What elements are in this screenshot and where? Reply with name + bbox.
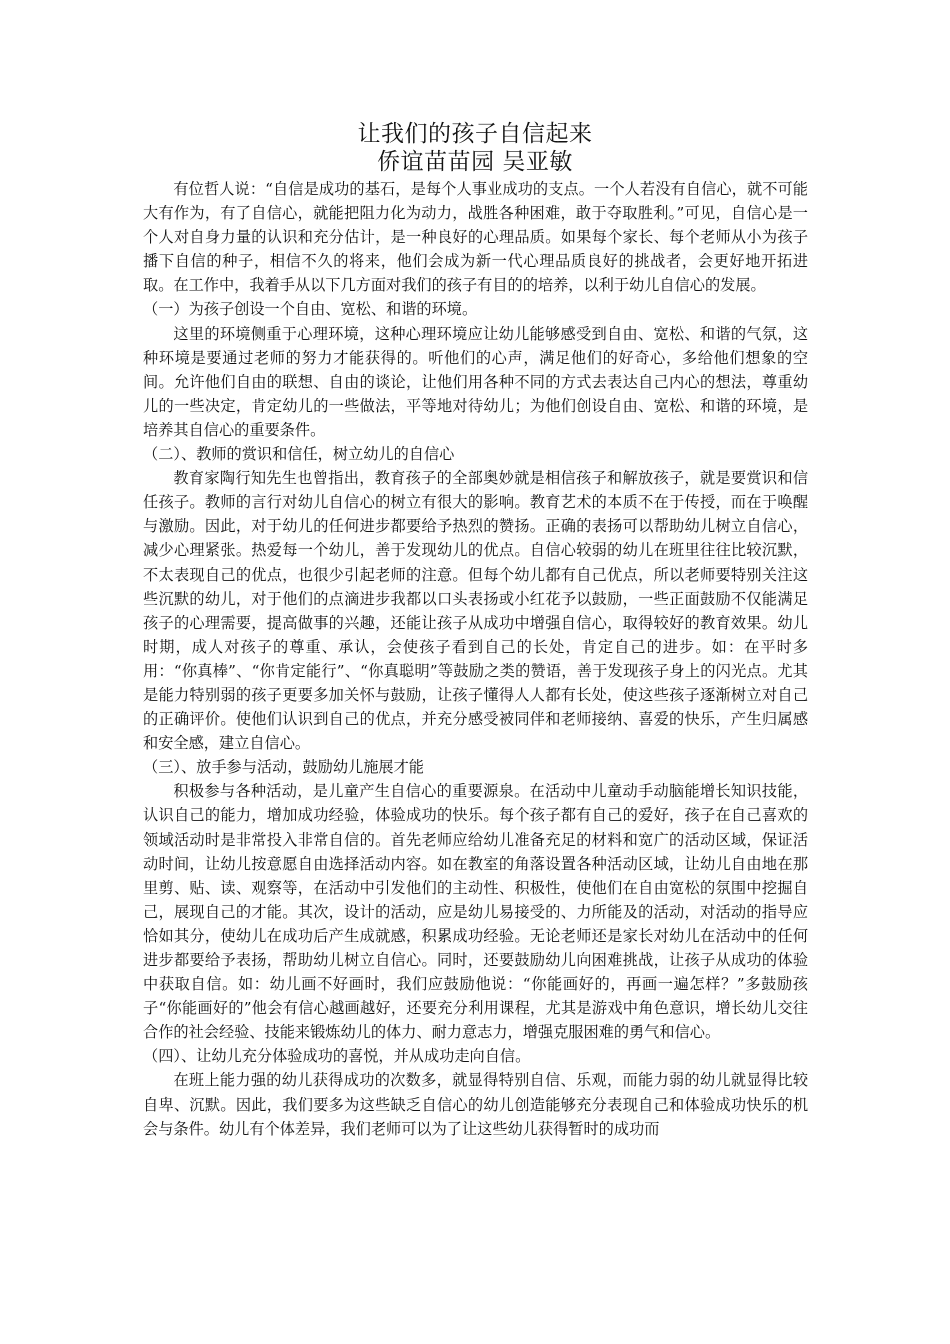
section-paragraph-1: 这里的环境侧重于心理环境，这种心理环境应让幼儿能够感受到自由、宽松、和谐的气氛，这种环境是要通过老师的努力才能获得的。听他们的心声，满足他们的好奇心，多给他们想象的空间。允许他们自由的联想、自由的谈论，让他们用各种不同的方式去表达自己内心的想法，尊重幼儿的一些决定，肯定幼儿的一些做法，平等地对待幼儿；为他们创设自由、宽松、和谐的环境，是培养其自信心的重要条件。 <box>143 324 808 439</box>
section-paragraph-2: 教育家陶行知先生也曾指出，教育孩子的全部奥妙就是相信孩子和解放孩子，就是要赏识和信任孩子。教师的言行对幼儿自信心的树立有很大的影响。教育艺术的本质不在于传授，而在于唤醒与激励。因此，对于幼儿的任何进步都要给予热烈的赞扬。正确的表扬可以帮助幼儿树立自信心，减少心理紧张。热爱每一个幼儿，善于发现幼儿的优点。自信心较弱的幼儿在班里往往比较沉默，不太表现自己的优点，也很少引起老师的注意。但每个幼儿都有自己优点，所以老师要特别关注这些沉默的幼儿，对于他们的点滴进步我都以口头表扬或小红花予以鼓励，一些正面鼓励不仅能满足孩子的心理需要，提高做事的兴趣，还能让孩子从成功中增强自信心，取得较好的教育效果。幼儿时期，成人对孩子的尊重、承认，会使孩子看到自己的长处，肯定自己的进步。如：在平时多用：“你真棒”、“你肯定能行”、“你真聪明”等鼓励之类的赞语，善于发现孩子身上的闪光点。尤其是能力特别弱的孩子更要多加关怀与鼓励，让孩子懂得人人都有长处，使这些孩子逐渐树立对自己的正确评价。使他们认识到自己的优点，并充分感受被同伴和老师接纳、喜爱的快乐，产生归属感和安全感，建立自信心。 <box>143 469 808 753</box>
document-body <box>143 177 808 1141</box>
section-heading-1: （一）为孩子创设一个自由、宽松、和谐的环境。 <box>143 300 478 319</box>
intro-paragraph: 有位哲人说：“自信是成功的基石，是每个人事业成功的支点。一个人若没有自信心，就不可能大有作为，有了自信心，就能把阻力化为动力，战胜各种困难，敢于夺取胜利。”可见，自信心是一个人对自身力量的认识和充分估计，是一种良好的心理品质。如果每个家长、每个老师从小为孩子播下自信的种子，相信不久的将来，他们会成为新一代心理品质良好的挑战者，会更好地开拓进取。在工作中，我着手从以下几方面对我们的孩子有目的的培养，以利于幼儿自信心的发展。 <box>143 180 808 295</box>
section-heading-3: （三）、放手参与活动，鼓励幼儿施展才能 <box>143 758 424 777</box>
section-heading-4: （四）、让幼儿充分体验成功的喜悦，并从成功走向自信。 <box>143 1047 531 1066</box>
section-paragraph-3: 积极参与各种活动，是儿童产生自信心的重要源泉。在活动中儿童动手动脑能增长知识技能，认识自己的能力，增加成功经验，体验成功的快乐。每个孩子都有自己的爱好，孩子在自己喜欢的领域活动时是非常投入非常自信的。首先老师应给幼儿准备充足的材料和宽广的活动区域，保证活动时间，让幼儿按意愿自由选择活动内容。如在教室的角落设置各种活动区域，让幼儿自由地在那里剪、贴、读、观察等，在活动中引发他们的主动性、积极性，使他们在自由宽松的氛围中挖掘自己，展现自己的才能。其次，设计的活动，应是幼儿易接受的、力所能及的活动，对活动的指导应恰如其分，使幼儿在成功后产生成就感，积累成功经验。无论老师还是家长对幼儿在活动中的任何进步都要给予表扬，帮助幼儿树立自信心。同时，还要鼓励幼儿向困难挑战，让孩子从成功的体验中获取自信。如：幼儿画不好画时，我们应鼓励他说：“你能画好的，再画一遍怎样？”多鼓励孩子“你能画好的”他会有信心越画越好，还要充分利用课程，尤其是游戏中角色意识，增长幼儿交往合作的社会经验、技能来锻炼幼儿的体力、耐力意志力，增强克服困难的勇气和信心。 <box>143 782 808 1042</box>
author-line: 侨谊苗苗园 吴亚敏 <box>377 149 573 175</box>
section-paragraph-4: 在班上能力强的幼儿获得成功的次数多，就显得特别自信、乐观，而能力弱的幼儿就显得比较自卑、沉默。因此，我们要多为这些缺乏自信心的幼儿创造能够充分表现自己和体验成功快乐的机会与条件。幼儿有个体差异，我们老师可以为了让这些幼儿获得暂时的成功而 <box>143 1071 808 1138</box>
document-title: 让我们的孩子自信起来 <box>357 121 593 147</box>
section-heading-2: （二）、教师的赏识和信任，树立幼儿的自信心 <box>143 445 455 464</box>
